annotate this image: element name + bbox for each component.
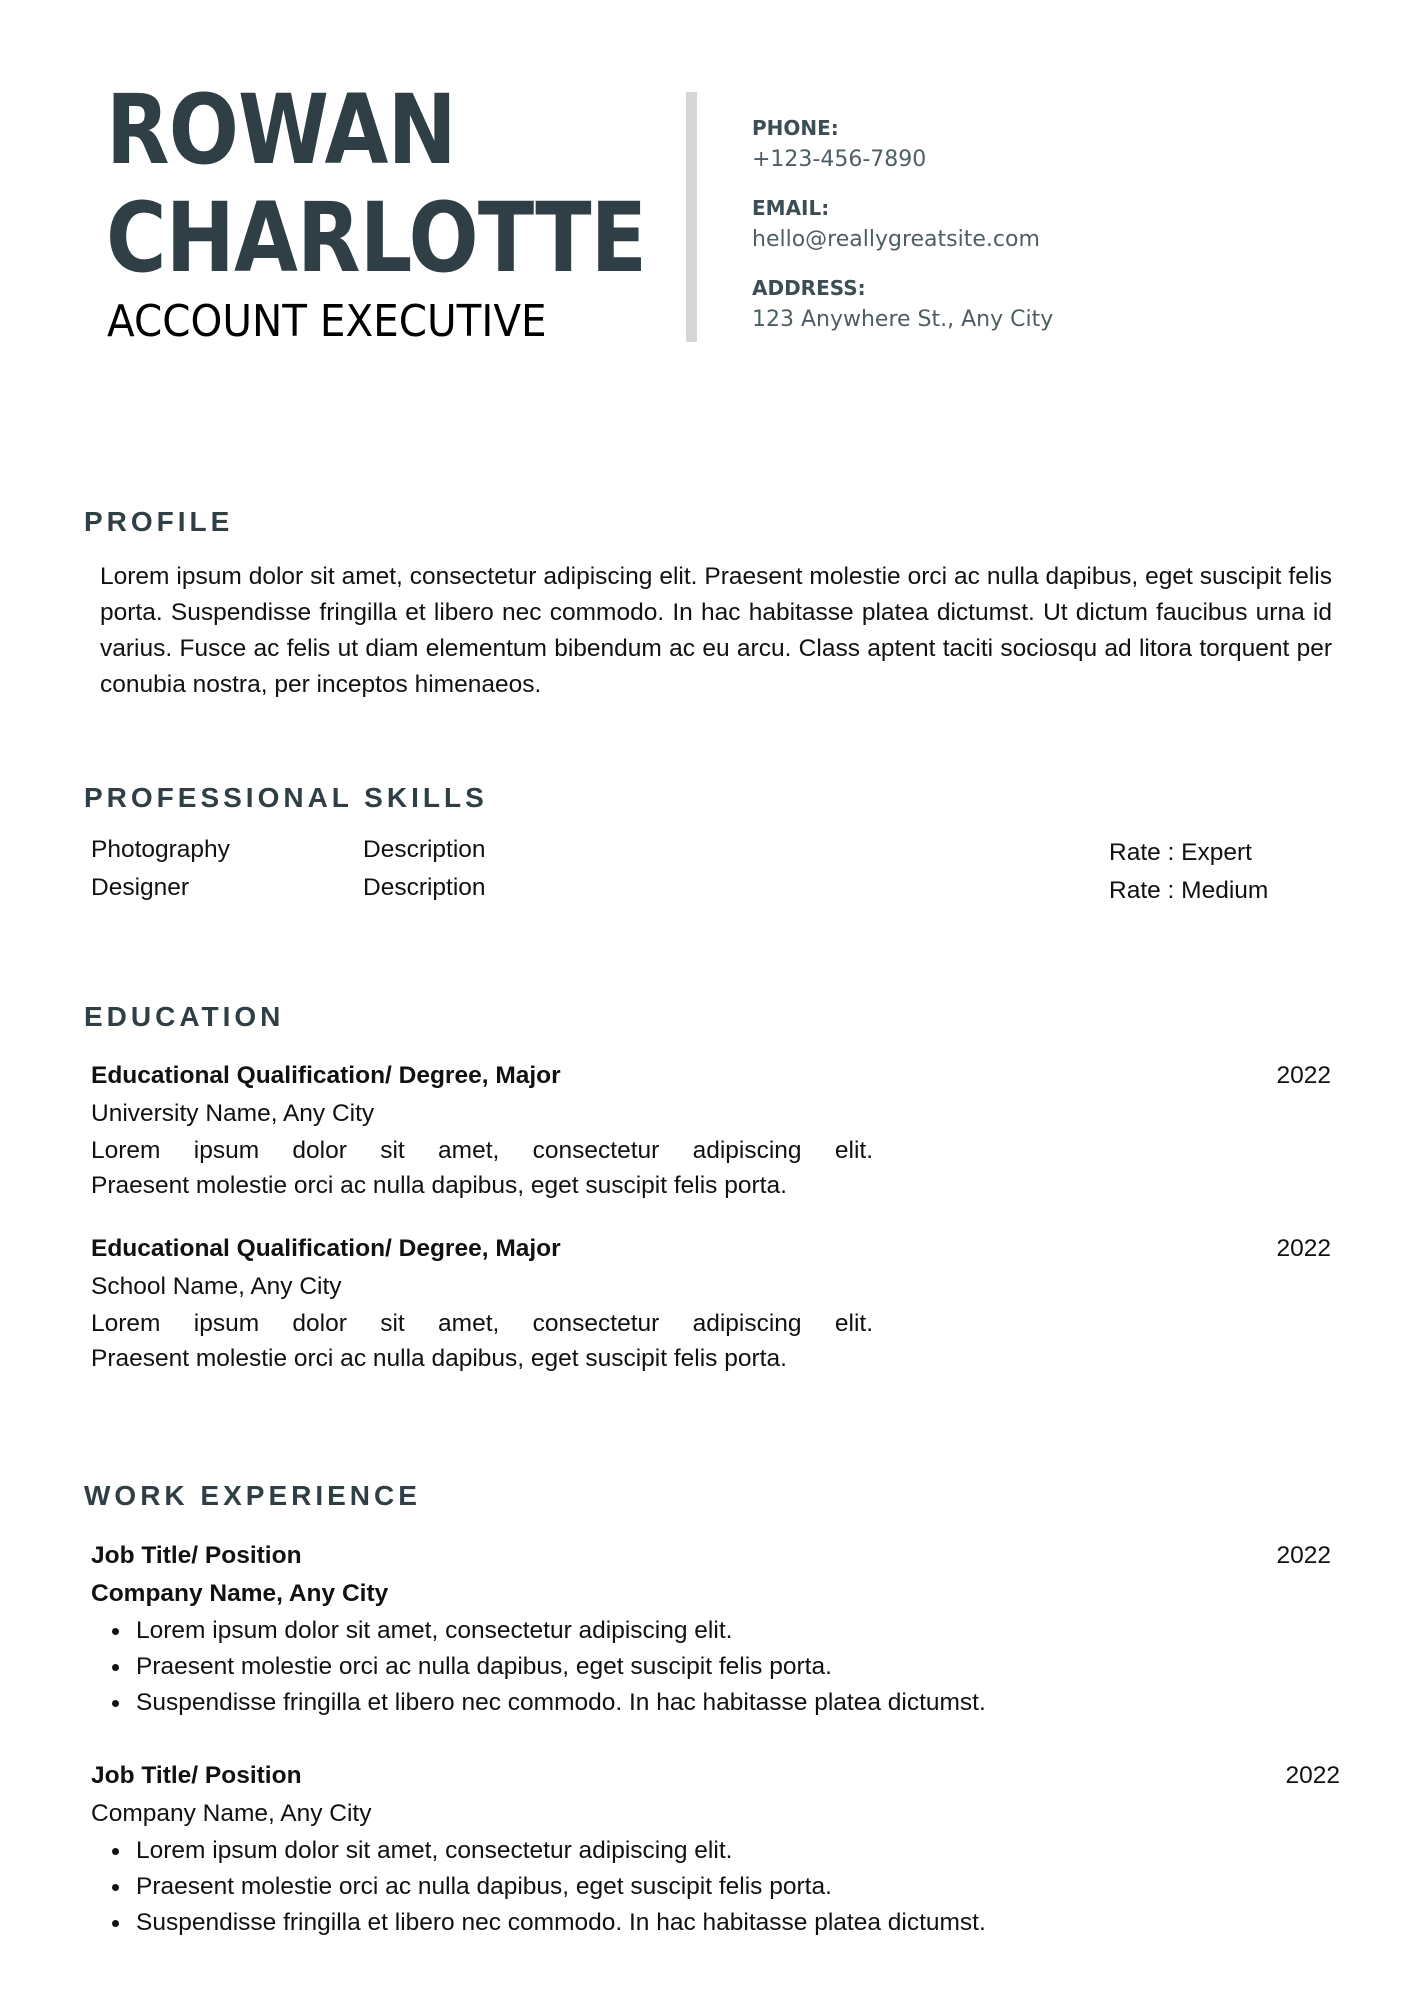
work-entry — [91, 1757, 1340, 1941]
header-divider — [686, 92, 697, 342]
education-entry — [91, 1057, 1331, 1203]
bullet-text: Lorem ipsum dolor sit amet, consectetur adipiscing elit. — [136, 1617, 733, 1644]
bullet-text: Praesent molestie orci ac nulla dapibus, eget suscipit felis porta. — [136, 1873, 832, 1900]
profile-text: Lorem ipsum dolor sit amet, consectetur adipiscing elit. Praesent molestie orci ac nulla dapibus, eget suscipit felis porta. Suspendisse fringilla et libero nec commodo. In hac habitasse platea dictumst. Ut dictum faucibus urna id varius. Fusce ac felis ut diam elementum bibendum ac eu arcu. Class aptent taciti sociosqu ad litora torquent per conubia nostra, per inceptos himenaeos. — [100, 563, 1332, 698]
education-heading: EDUCATION — [84, 1001, 285, 1032]
phone-label: PHONE: — [752, 116, 839, 140]
skill-name: Designer — [91, 874, 190, 901]
phone-value: +123-456-7890 — [752, 147, 927, 172]
education-year: 2022 — [1276, 1235, 1331, 1262]
education-description — [91, 1306, 873, 1376]
education-degree: Educational Qualification/ Degree, Major — [91, 1062, 561, 1089]
bullet-text: Praesent molestie orci ac nulla dapibus, eget suscipit felis porta. — [136, 1653, 832, 1680]
education-school: School Name, Any City — [91, 1273, 342, 1300]
bullet-icon — [112, 1920, 119, 1927]
education-description-line: Praesent molestie orci ac nulla dapibus, eget suscipit felis porta. — [91, 1345, 787, 1372]
work-title: Job Title/ Position — [91, 1762, 302, 1789]
bullet-icon — [112, 1700, 119, 1707]
work-company: Company Name, Any City — [91, 1580, 389, 1607]
education-degree: Educational Qualification/ Degree, Major — [91, 1235, 561, 1262]
bullet-icon — [112, 1848, 119, 1855]
skill-rate: Rate : Expert — [1109, 839, 1252, 866]
skills-list — [91, 836, 1331, 912]
bullet-text: Suspendisse fringilla et libero nec commodo. In hac habitasse platea dictumst. — [136, 1909, 986, 1936]
list-item — [91, 1869, 1331, 1905]
work-entry — [91, 1537, 1331, 1721]
skill-description: Description — [363, 874, 486, 901]
skill-description: Description — [363, 836, 486, 863]
bullet-text: Suspendisse fringilla et libero nec commodo. In hac habitasse platea dictumst. — [136, 1689, 986, 1716]
list-item — [91, 1685, 1331, 1721]
education-entry — [91, 1230, 1331, 1376]
skill-row — [91, 836, 1331, 874]
work-year: 2022 — [1276, 1542, 1331, 1569]
address-label: ADDRESS: — [752, 276, 866, 300]
work-bullets — [91, 1613, 1331, 1721]
bullet-icon — [112, 1884, 119, 1891]
last-name: CHARLOTTE — [106, 182, 647, 294]
education-description — [91, 1133, 873, 1203]
address-value: 123 Anywhere St., Any City — [752, 307, 1054, 332]
education-year: 2022 — [1276, 1062, 1331, 1089]
work-heading: WORK EXPERIENCE — [84, 1480, 421, 1511]
skills-heading: PROFESSIONAL SKILLS — [84, 782, 488, 813]
work-year: 2022 — [1285, 1762, 1340, 1789]
skill-name: Photography — [91, 836, 230, 863]
work-bullets — [91, 1833, 1331, 1941]
education-description-line: Lorem ipsum dolor sit amet, consectetur adipiscing elit. — [91, 1137, 873, 1164]
bullet-text: Lorem ipsum dolor sit amet, consectetur adipiscing elit. — [136, 1837, 733, 1864]
education-description-line: Praesent molestie orci ac nulla dapibus, eget suscipit felis porta. — [91, 1172, 787, 1199]
email-value: hello@reallygreatsite.com — [752, 227, 1040, 252]
education-school: University Name, Any City — [91, 1100, 375, 1127]
work-title: Job Title/ Position — [91, 1542, 302, 1569]
bullet-icon — [112, 1664, 119, 1671]
list-item — [91, 1649, 1331, 1685]
contact-block — [752, 113, 1312, 353]
bullet-icon — [112, 1628, 119, 1635]
profile-heading: PROFILE — [84, 506, 234, 537]
skill-rate: Rate : Medium — [1109, 877, 1269, 904]
job-title: ACCOUNT EXECUTIVE — [107, 296, 547, 347]
list-item — [91, 1833, 1331, 1869]
list-item — [91, 1905, 1331, 1941]
skill-row — [91, 874, 1331, 912]
work-company: Company Name, Any City — [91, 1800, 372, 1827]
email-label: EMAIL: — [752, 196, 830, 220]
education-description-line: Lorem ipsum dolor sit amet, consectetur adipiscing elit. — [91, 1310, 873, 1337]
first-name: ROWAN — [106, 74, 456, 186]
list-item — [91, 1613, 1331, 1649]
